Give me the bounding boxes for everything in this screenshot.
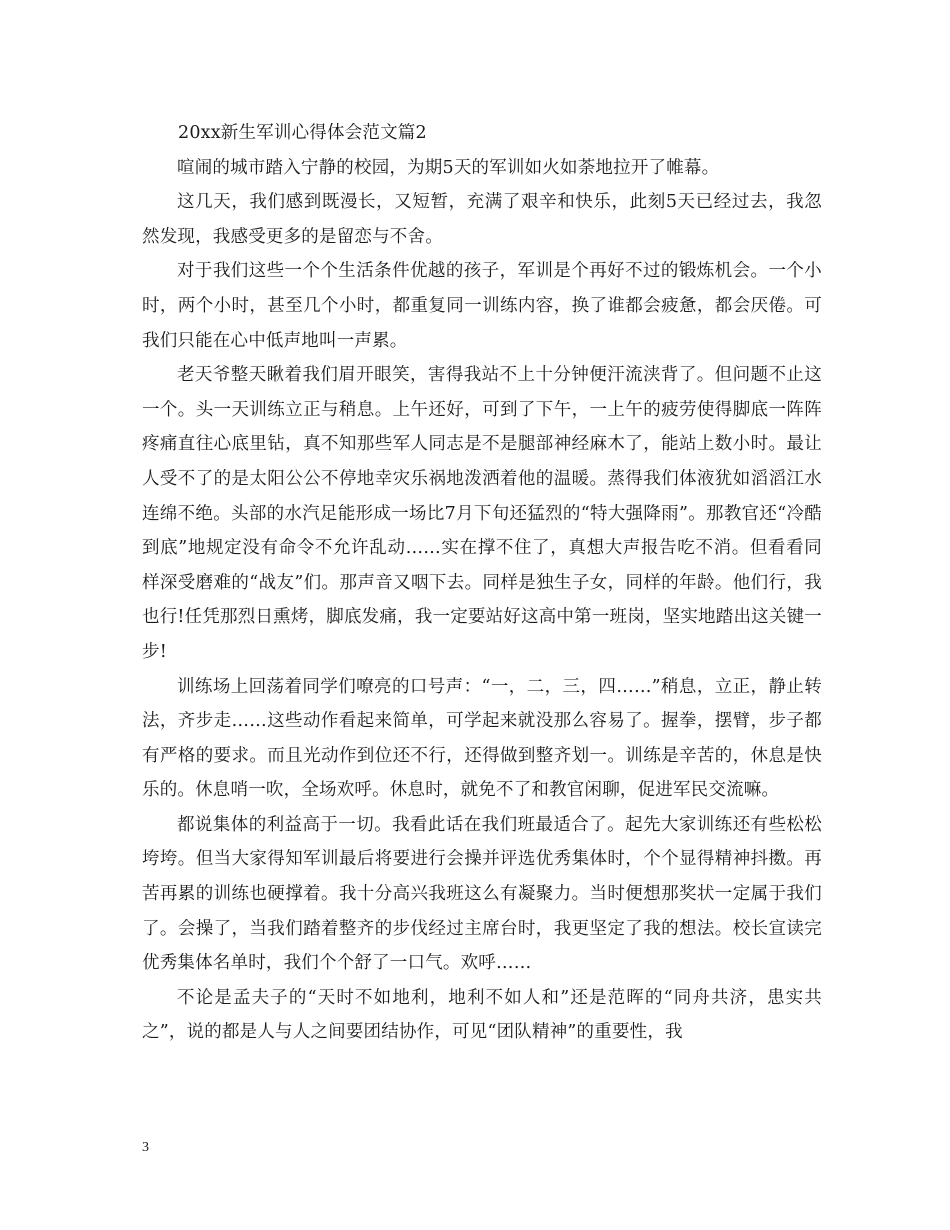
paragraph-4: 老天爷整天瞅着我们眉开眼笑，害得我站不上十分钟便汗流浃背了。但问题不止这一个。头一天训练立正与稍息。上午还好，可到了下午，一上午的疲劳使得脚底一阵阵疼痛直往心底里钻，真不知那些军人同志是不是腿部神经麻木了，能站上数小时。最让人受不了的是太阳公公不停地幸灾乐祸地泼洒着他的温暖。蒸得我们体液犹如滔滔江水连绵不绝。头部的水汽足能形成一场比7月下旬还猛烈的“特大强降雨”。那教官还“冷酷到底”地规定没有命令不允许乱动……实在撑不住了，真想大声报告吃不消。但看看同样深受磨难的“战友”们。那声音又咽下去。同样是独生子女，同样的年龄。他们行，我也行!任凭那烈日熏烤，脚底发痛，我一定要站好这高中第一班岗，坚实地踏出这关键一步! — [142, 365, 822, 662]
paragraph-5: 训练场上回荡着同学们嘹亮的口号声：“一，二，三，四……”稍息，立正，静止转法，齐步走……这些动作看起来简单，可学起来就没那么容易了。握拳，摆臂，步子都有严格的要求。而且光动作到位还不行，还得做到整齐划一。训练是辛苦的，休息是快乐的。休息哨一吹，全场欢呼。休息时，就免不了和教官闲聊，促进军民交流嘛。 — [142, 676, 822, 801]
document-title: 20xx新生军训心得体会范文篇2 — [178, 123, 427, 143]
paragraph-1: 喧闹的城市踏入宁静的校园，为期5天的军训如火如荼地拉开了帷幕。 — [177, 157, 720, 178]
paragraph-2: 这几天，我们感到既漫长，又短暂，充满了艰辛和快乐，此刻5天已经过去，我忽然发现，我感受更多的是留恋与不舍。 — [142, 192, 822, 247]
page-number: 3 — [142, 1140, 149, 1155]
paragraph-6: 都说集体的利益高于一切。我看此话在我们班最适合了。起先大家训练还有些松松垮垮。但当大家得知军训最后将要进行会操并评选优秀集体时，个个显得精神抖擞。再苦再累的训练也硬撑着。我十分高兴我班这么有凝聚力。当时便想那奖状一定属于我们了。会操了，当我们踏着整齐的步伐经过主席台时，我更坚定了我的想法。校长宣读完优秀集体名单时，我们个个舒了一口气。欢呼…… — [142, 814, 822, 974]
document-body — [142, 116, 822, 1050]
paragraph-7: 不论是孟夫子的“天时不如地利，地利不如人和”还是范晖的“同舟共济，患实共之”，说的都是人与人之间要团结协作，可见“团队精神”的重要性，我 — [142, 987, 822, 1043]
paragraph-3: 对于我们这些一个个生活条件优越的孩子，军训是个再好不过的锻炼机会。一个小时，两个小时，甚至几个小时，都重复同一训练内容，换了谁都会疲惫，都会厌倦。可我们只能在心中低声地叫一声累。 — [142, 261, 822, 351]
